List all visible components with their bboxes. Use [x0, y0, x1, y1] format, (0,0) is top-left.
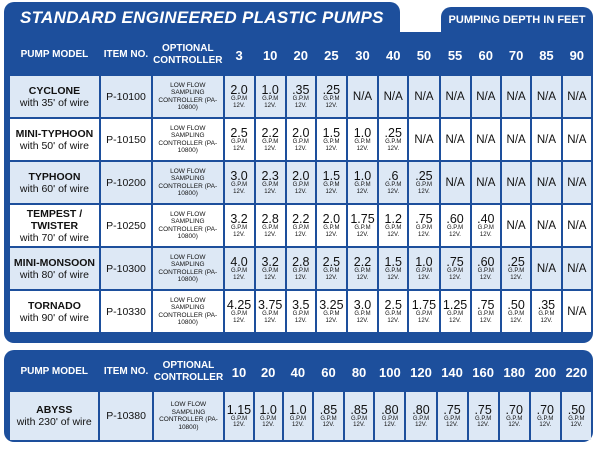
flow-rate-unit: G.P.M 12V.: [230, 182, 248, 195]
flow-rate-cell: [375, 392, 404, 440]
flow-rate-value: 3.75: [258, 298, 283, 312]
wire-length: with 60' of wire: [19, 182, 89, 195]
optional-controller-header: OPTIONAL CONTROLLER: [154, 354, 223, 390]
not-available-cell: N/A: [502, 119, 530, 160]
wire-length: with 35' of wire: [19, 96, 89, 109]
flow-rate-value: 3.2: [230, 212, 248, 226]
header-row: [10, 354, 591, 390]
flow-rate-value: .25: [384, 126, 402, 140]
depth-header: 10: [256, 36, 285, 74]
depth-header: 200: [531, 354, 560, 390]
flow-rate-cell: [409, 205, 438, 246]
not-available-cell: N/A: [532, 119, 560, 160]
not-available-cell: N/A: [532, 205, 560, 246]
pump-model-cell: [10, 205, 99, 246]
flow-rate-value: 2.2: [353, 255, 372, 269]
pump-model-cell: [10, 392, 98, 440]
depth-header: 50: [409, 36, 438, 74]
flow-rate-unit: G.P.M 12V.: [262, 225, 279, 238]
flow-rate-value: 1.5: [322, 169, 341, 183]
standard-pumps-table-panel: [4, 32, 593, 343]
not-available-cell: N/A: [563, 119, 591, 160]
abyss-pump-table: [8, 352, 593, 442]
flow-rate-value: .85: [319, 402, 338, 417]
flow-rate-cell: [256, 76, 285, 117]
pump-model-cell: [10, 291, 99, 332]
flow-rate-cell: [348, 248, 377, 289]
flow-rate-cell: [379, 162, 407, 203]
flow-rate-value: .35: [292, 83, 310, 97]
flow-rate-cell: [256, 205, 285, 246]
flow-rate-cell: [225, 205, 254, 246]
flow-rate-value: 1.0: [289, 402, 307, 417]
flow-rate-value: 3.5: [292, 298, 310, 312]
flow-rate-cell: [348, 162, 377, 203]
pump-row: [10, 205, 591, 246]
flow-rate-value: .25: [507, 255, 525, 269]
flow-rate-cell: [472, 248, 500, 289]
not-available-cell: N/A: [472, 119, 500, 160]
not-available-cell: N/A: [409, 76, 438, 117]
flow-rate-unit: G.P.M 12V.: [262, 182, 279, 195]
flow-rate-unit: G.P.M 12V.: [292, 225, 309, 238]
pumping-depth-label: PUMPING DEPTH IN FEET: [441, 7, 593, 34]
controller-cell: LOW FLOW SAMPLING CONTROLLER (PA-10800): [153, 76, 222, 117]
wire-length: with 90' of wire: [19, 311, 89, 324]
flow-rate-cell: [225, 392, 253, 440]
flow-rate-cell: [345, 392, 374, 440]
flow-rate-unit: G.P.M 12V.: [292, 268, 309, 281]
flow-rate-cell: [379, 205, 407, 246]
item-no-header: ITEM NO.: [100, 354, 151, 390]
flow-rate-cell: [225, 291, 254, 332]
depth-header: 40: [284, 354, 313, 390]
depth-header: 3: [225, 36, 254, 74]
depth-header: 180: [500, 354, 529, 390]
flow-rate-cell: [502, 291, 530, 332]
flow-rate-unit: G.P.M 12V.: [262, 139, 279, 152]
flow-rate-value: 3.25: [319, 298, 344, 312]
wire-length: with 70' of wire: [19, 231, 89, 244]
flow-rate-unit: G.P.M 12V.: [230, 139, 248, 152]
not-available-cell: N/A: [441, 76, 470, 117]
flow-rate-value: 2.0: [292, 126, 310, 140]
not-available-cell: N/A: [441, 162, 470, 203]
flow-rate-value: 2.8: [292, 255, 310, 269]
flow-rate-value: 3.2: [261, 255, 279, 269]
depth-header: 90: [563, 36, 591, 74]
flow-rate-unit: G.P.M 12V.: [446, 225, 464, 238]
flow-rate-value: 2.5: [384, 298, 402, 312]
flow-rate-value: .85: [350, 402, 368, 417]
flow-rate-value: 4.0: [230, 255, 248, 269]
flow-rate-unit: G.P.M 12V.: [323, 182, 340, 195]
flow-rate-value: 2.5: [230, 126, 248, 140]
flow-rate-cell: [438, 392, 467, 440]
depth-header: 20: [287, 36, 315, 74]
flow-rate-value: 1.75: [350, 212, 375, 226]
item-number: P-10100: [101, 76, 151, 117]
flow-rate-value: .40: [477, 212, 495, 226]
flow-rate-value: 2.3: [261, 169, 279, 183]
flow-rate-value: .75: [446, 255, 464, 269]
pump-model-name: MINI-TYPHOON: [15, 127, 94, 140]
flow-rate-unit: G.P.M 12V.: [477, 311, 494, 324]
flow-rate-value: 2.0: [292, 169, 310, 183]
not-available-cell: N/A: [563, 291, 591, 332]
flow-rate-cell: [441, 205, 470, 246]
flow-rate-value: 1.0: [415, 255, 433, 269]
depth-header: 80: [345, 354, 374, 390]
flow-rate-value: 1.0: [353, 169, 372, 183]
flow-rate-cell: [317, 291, 346, 332]
item-no-header: ITEM NO.: [101, 36, 151, 74]
not-available-cell: N/A: [563, 248, 591, 289]
flow-rate-unit: G.P.M 12V.: [477, 268, 494, 281]
flow-rate-cell: [409, 162, 438, 203]
flow-rate-cell: [472, 205, 500, 246]
flow-rate-cell: [317, 248, 346, 289]
not-available-cell: N/A: [379, 76, 407, 117]
flow-rate-value: .80: [381, 402, 399, 417]
flow-rate-unit: G.P.M 12V.: [508, 268, 525, 281]
flow-rate-cell: [317, 162, 346, 203]
flow-rate-unit: G.P.M 12V.: [260, 415, 277, 428]
flow-rate-value: .80: [412, 402, 430, 417]
depth-header: 60: [472, 36, 500, 74]
flow-rate-cell: [379, 119, 407, 160]
pump-model-header: PUMP MODEL: [10, 354, 98, 390]
depth-header: 160: [469, 354, 498, 390]
flow-rate-unit: G.P.M 12V.: [323, 268, 340, 281]
flow-rate-cell: [409, 291, 438, 332]
flow-rate-value: .75: [415, 212, 433, 226]
flow-rate-cell: [562, 392, 591, 440]
flow-rate-unit: G.P.M 12V.: [415, 182, 433, 195]
pump-row: [10, 291, 591, 332]
flow-rate-unit: G.P.M 12V.: [354, 139, 371, 152]
pump-row: [10, 248, 591, 289]
not-available-cell: N/A: [472, 162, 500, 203]
flow-rate-unit: G.P.M 12V.: [385, 311, 402, 324]
flow-rate-value: .50: [567, 402, 586, 417]
wire-length: with 50' of wire: [19, 139, 89, 152]
flow-rate-value: 1.0: [259, 402, 277, 417]
pump-model-name: MINI-MONSOON: [13, 256, 95, 269]
flow-rate-cell: [379, 248, 407, 289]
flow-rate-unit: G.P.M 12V.: [320, 415, 337, 428]
flow-rate-unit: G.P.M 12V.: [354, 268, 371, 281]
flow-rate-cell: [317, 76, 346, 117]
pump-model-name: CYCLONE: [28, 84, 81, 97]
flow-rate-cell: [348, 119, 377, 160]
flow-rate-unit: G.P.M 12V.: [443, 415, 461, 428]
flow-rate-cell: [409, 248, 438, 289]
not-available-cell: N/A: [532, 162, 560, 203]
pump-model-cell: [10, 162, 99, 203]
flow-rate-unit: G.P.M 12V.: [415, 311, 433, 324]
flow-rate-unit: G.P.M 12V.: [292, 182, 309, 195]
flow-rate-unit: G.P.M 12V.: [415, 268, 433, 281]
flow-rate-cell: [348, 291, 377, 332]
flow-rate-unit: G.P.M 12V.: [354, 311, 371, 324]
pump-model-cell: [10, 248, 99, 289]
flow-rate-cell: [287, 162, 315, 203]
flow-rate-cell: [500, 392, 529, 440]
pump-model-name: TEMPEST / TWISTER: [26, 207, 83, 232]
flow-rate-unit: G.P.M 12V.: [323, 96, 340, 109]
flow-rate-value: 1.25: [442, 298, 468, 312]
depth-header: 40: [379, 36, 407, 74]
item-number: P-10250: [101, 205, 151, 246]
flow-rate-unit: G.P.M 12V.: [262, 311, 279, 324]
flow-rate-unit: G.P.M 12V.: [230, 225, 248, 238]
flow-rate-unit: G.P.M 12V.: [323, 139, 340, 152]
flow-rate-unit: G.P.M 12V.: [292, 139, 309, 152]
flow-rate-cell: [287, 205, 315, 246]
flow-rate-cell: [256, 291, 285, 332]
item-number: P-10200: [101, 162, 151, 203]
controller-cell: LOW FLOW SAMPLING CONTROLLER (PA-10800): [153, 248, 222, 289]
depth-header: 60: [314, 354, 343, 390]
pump-model-header: PUMP MODEL: [10, 36, 99, 74]
not-available-cell: N/A: [409, 119, 438, 160]
not-available-cell: N/A: [348, 76, 377, 117]
controller-cell: LOW FLOW SAMPLING CONTROLLER (PA-10800): [153, 162, 222, 203]
flow-rate-cell: [256, 119, 285, 160]
flow-rate-value: .75: [477, 298, 495, 312]
flow-rate-cell: [287, 76, 315, 117]
flow-rate-value: .60: [477, 255, 495, 269]
flow-rate-value: .70: [505, 402, 523, 417]
item-number: P-10380: [100, 392, 151, 440]
flow-rate-unit: G.P.M 12V.: [446, 268, 464, 281]
flow-rate-cell: [256, 162, 285, 203]
depth-header: 20: [255, 354, 282, 390]
not-available-cell: N/A: [441, 119, 470, 160]
flow-rate-unit: G.P.M 12V.: [477, 225, 494, 238]
flow-rate-cell: [314, 392, 343, 440]
flow-rate-value: 2.0: [230, 83, 248, 97]
flow-rate-cell: [531, 392, 560, 440]
pump-row: [10, 76, 591, 117]
flow-rate-value: .35: [537, 298, 556, 312]
abyss-pump-table-panel: [4, 350, 593, 442]
flow-rate-value: 3.0: [353, 298, 372, 312]
flow-rate-cell: [348, 205, 377, 246]
flow-rate-cell: [225, 162, 254, 203]
controller-cell: LOW FLOW SAMPLING CONTROLLER (PA-10800): [153, 205, 222, 246]
depth-header: 10: [225, 354, 253, 390]
depth-header: 30: [348, 36, 377, 74]
flow-rate-cell: [225, 248, 254, 289]
flow-rate-value: 1.75: [411, 298, 437, 312]
not-available-cell: N/A: [472, 76, 500, 117]
flow-rate-value: .25: [322, 83, 341, 97]
flow-rate-cell: [225, 76, 254, 117]
flow-rate-cell: [532, 291, 560, 332]
flow-rate-cell: [256, 248, 285, 289]
flow-rate-unit: G.P.M 12V.: [230, 311, 248, 324]
flow-rate-value: 2.5: [322, 255, 341, 269]
flow-rate-unit: G.P.M 12V.: [262, 268, 279, 281]
flow-rate-value: .75: [474, 402, 492, 417]
not-available-cell: N/A: [502, 205, 530, 246]
flow-rate-unit: G.P.M 12V.: [230, 96, 248, 109]
flow-rate-cell: [284, 392, 313, 440]
flow-rate-unit: G.P.M 12V.: [323, 225, 340, 238]
flow-rate-cell: [317, 119, 346, 160]
flow-rate-cell: [287, 119, 315, 160]
flow-rate-unit: G.P.M 12V.: [508, 311, 525, 324]
flow-rate-cell: [225, 119, 254, 160]
controller-cell: LOW FLOW SAMPLING CONTROLLER (PA-10800): [153, 291, 222, 332]
item-number: P-10300: [101, 248, 151, 289]
not-available-cell: N/A: [532, 248, 560, 289]
item-number: P-10330: [101, 291, 151, 332]
flow-rate-value: 1.15: [226, 402, 252, 417]
depth-header: 70: [502, 36, 530, 74]
pump-row: [10, 119, 591, 160]
header-row: [10, 36, 591, 74]
pump-model-name: ABYSS: [36, 404, 73, 416]
flow-rate-cell: [472, 291, 500, 332]
flow-rate-unit: G.P.M 12V.: [568, 415, 585, 428]
flow-rate-unit: G.P.M 12V.: [412, 415, 430, 428]
depth-header: 220: [562, 354, 591, 390]
flow-rate-unit: G.P.M 12V.: [292, 96, 309, 109]
flow-rate-value: .75: [443, 402, 461, 417]
flow-rate-value: .60: [446, 212, 464, 226]
flow-rate-unit: G.P.M 12V.: [537, 415, 554, 428]
flow-rate-cell: [287, 248, 315, 289]
flow-rate-cell: [379, 291, 407, 332]
flow-rate-value: 1.5: [384, 255, 402, 269]
pump-model-name: TORNADO: [28, 299, 81, 312]
not-available-cell: N/A: [563, 205, 591, 246]
not-available-cell: N/A: [563, 76, 591, 117]
title-banner: [4, 2, 400, 34]
flow-rate-unit: G.P.M 12V.: [262, 96, 279, 109]
flow-rate-cell: [502, 248, 530, 289]
flow-rate-value: .6: [387, 169, 399, 183]
pump-model-cell: [10, 119, 99, 160]
flow-rate-value: 1.5: [322, 126, 341, 140]
flow-rate-cell: [255, 392, 282, 440]
flow-rate-unit: G.P.M 12V.: [230, 415, 248, 428]
controller-cell: LOW FLOW SAMPLING CONTROLLER (PA-10800): [153, 119, 222, 160]
depth-header: 100: [375, 354, 404, 390]
wire-length: with 80' of wire: [19, 268, 89, 281]
flow-rate-unit: G.P.M 12V.: [385, 139, 402, 152]
flow-rate-value: 2.0: [322, 212, 341, 226]
controller-cell: LOW FLOW SAMPLING CONTROLLER (PA-10800): [154, 392, 223, 440]
item-number: P-10150: [101, 119, 151, 160]
flow-rate-value: .25: [415, 169, 433, 183]
flow-rate-value: 3.0: [230, 169, 248, 183]
pump-row: [10, 392, 591, 440]
flow-rate-unit: G.P.M 12V.: [385, 225, 402, 238]
flow-rate-unit: G.P.M 12V.: [446, 311, 464, 324]
flow-rate-cell: [317, 205, 346, 246]
flow-rate-unit: G.P.M 12V.: [323, 311, 340, 324]
flow-rate-value: 2.8: [261, 212, 279, 226]
flow-rate-value: .70: [536, 402, 554, 417]
flow-rate-unit: G.P.M 12V.: [538, 311, 555, 324]
flow-rate-value: 2.2: [261, 126, 279, 140]
flow-rate-cell: [441, 291, 470, 332]
flow-rate-unit: G.P.M 12V.: [350, 415, 368, 428]
flow-rate-value: 4.25: [226, 298, 252, 312]
flow-rate-cell: [441, 248, 470, 289]
depth-header: 140: [438, 354, 467, 390]
flow-rate-unit: G.P.M 12V.: [385, 182, 402, 195]
not-available-cell: N/A: [502, 162, 530, 203]
depth-header: 120: [406, 354, 435, 390]
flow-rate-unit: G.P.M 12V.: [506, 415, 523, 428]
not-available-cell: N/A: [532, 76, 560, 117]
flow-rate-value: .50: [507, 298, 525, 312]
not-available-cell: N/A: [563, 162, 591, 203]
wire-length: with 230' of wire: [16, 416, 92, 428]
flow-rate-unit: G.P.M 12V.: [354, 182, 371, 195]
flow-rate-value: 2.2: [292, 212, 310, 226]
not-available-cell: N/A: [502, 76, 530, 117]
flow-rate-value: 1.0: [261, 83, 279, 97]
flow-rate-cell: [469, 392, 498, 440]
flow-rate-unit: G.P.M 12V.: [381, 415, 399, 428]
pump-model-cell: [10, 76, 99, 117]
flow-rate-unit: G.P.M 12V.: [289, 415, 306, 428]
flow-rate-unit: G.P.M 12V.: [230, 268, 248, 281]
flow-rate-value: 1.0: [353, 126, 372, 140]
depth-header: 55: [441, 36, 470, 74]
optional-controller-header: OPTIONAL CONTROLLER: [153, 36, 222, 74]
flow-rate-unit: G.P.M 12V.: [354, 225, 371, 238]
page-title: STANDARD ENGINEERED PLASTIC PUMPS: [20, 8, 384, 27]
flow-rate-cell: [287, 291, 315, 332]
flow-rate-unit: G.P.M 12V.: [292, 311, 309, 324]
flow-rate-unit: G.P.M 12V.: [385, 268, 402, 281]
pump-model-name: TYPHOON: [28, 170, 81, 183]
flow-rate-unit: G.P.M 12V.: [415, 225, 433, 238]
depth-header: 25: [317, 36, 346, 74]
standard-pumps-table: [8, 34, 593, 334]
pump-row: [10, 162, 591, 203]
depth-header: 85: [532, 36, 560, 74]
flow-rate-unit: G.P.M 12V.: [475, 415, 492, 428]
flow-rate-cell: [406, 392, 435, 440]
flow-rate-value: 1.2: [384, 212, 402, 226]
